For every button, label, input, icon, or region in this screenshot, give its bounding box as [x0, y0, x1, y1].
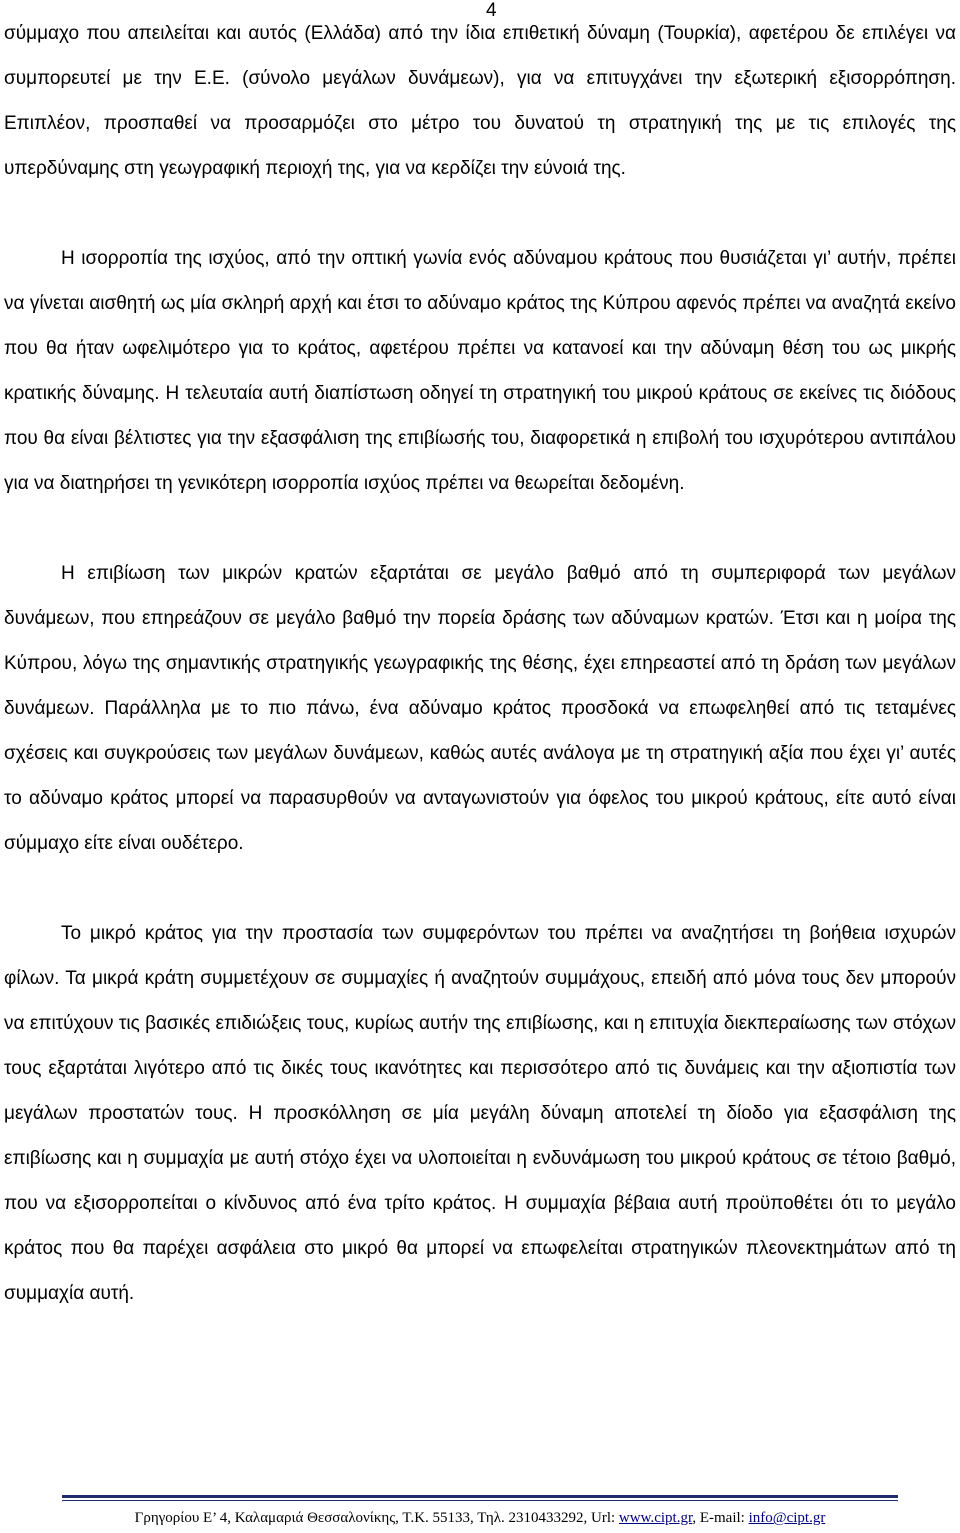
paragraph-small-states-survival: Η επιβίωση των μικρών κρατών εξαρτάται σε μεγάλο βαθμό από τη συμπεριφορά των μεγάλων δυνάμεων, που επηρεάζουν σε μεγάλο βαθμό την πορεία δράσης των αδύναμων κρατών. Έτσι και η μοίρα της Κύπρου, λόγω της σημαντικής στρατηγικής γεωγραφικής της θέσης, έχει επηρεαστεί από τη δράση των μεγάλων δυνάμεων. Παράλληλα με το πιο πάνω, ένα αδύναμο κράτος προσδοκά να επωφεληθεί από τις τεταμένες σχέσεις και συγκρούσεις των μεγάλων δυνάμεων, καθώς αυτές ανάλογα με τη στρατηγική αξία που έχει γι’ αυτές το αδύναμο κράτος μπορεί να παρασυρθούν να ανταγωνιστούν για όφελος του μικρού κράτους, είτε αυτό είναι σύμμαχο είτε είναι ουδέτερο.: [4, 563, 956, 854]
footer-address: Γρηγορίου Ε’ 4, Καλαμαριά Θεσσαλονίκης, Τ.Κ. 55133, Τηλ. 2310433292, Url:: [134, 1510, 619, 1526]
footer: [0, 1508, 960, 1528]
footer-rule: [62, 1495, 898, 1498]
paragraph-balance-of-power: Η ισορροπία της ισχύος, από την οπτική γωνία ενός αδύναμου κράτους που θυσιάζεται γι’ αυτήν, πρέπει να γίνεται αισθητή ως μία σκληρή αρχή και έτσι το αδύναμο κράτος της Κύπρου αφενός πρέπει να αναζητά εκείνο που θα ήταν ωφελιμότερο για το κράτος, αφετέρου πρέπει να κατανοεί και την αδύναμη θέση του ως μικρής κρατικής δύναμης. Η τελευταία αυτή διαπίστωση οδηγεί τη στρατηγική του μικρού κράτους σε εκείνες τις διόδους που θα είναι βέλτιστες για την εξασφάλιση της επιβίωσής του, διαφορετικά η επιβολή του ισχυρότερου αντιπάλου για να διατηρήσει τη γενικότερη ισορροπία ισχύος πρέπει να θεωρείται δεδομένη.: [4, 248, 956, 494]
footer-rule-thin: [62, 1500, 898, 1501]
document-body: [4, 11, 956, 1316]
paragraph-alliances: Το μικρό κράτος για την προστασία των συμφερόντων του πρέπει να αναζητήσει τη βοήθεια ισχυρών φίλων. Τα μικρά κράτη συμμετέχουν σε συμμαχίες ή αναζητούν συμμάχους, επειδή από μόνα τους δεν μπορούν να επιτύχουν τις βασικές επιδιώξεις τους, κυρίως αυτήν της επιβίωσης, και η επιτυχία διεκπεραίωσης των στόχων τους εξαρτάται λιγότερο από τις δικές τους ικανότητες και περισσότερο από τις δυνάμεις και την αξιοπιστία των μεγάλων προστατών τους. Η προσκόλληση σε μία μεγάλη δύναμη αποτελεί τη δίοδο για εξασφάλιση της επιβίωσης και η συμμαχία με αυτή στόχο έχει να υλοποιείται η ενδυνάμωση του μικρού κράτους σε τέτοιο βαθμό, που να εξισορροπείται ο κίνδυνος από ένα τρίτο κράτος. Η συμμαχία βέβαια αυτή προϋποθέτει ότι το μεγάλο κράτος που θα παρέχει ασφάλεια στο μικρό θα μπορεί να επωφελείται στρατηγικών πλεονεκτημάτων από τη συμμαχία αυτή.: [4, 923, 956, 1304]
page-number: 4: [486, 0, 497, 21]
footer-url-link[interactable]: www.cipt.gr: [618, 1510, 693, 1526]
paragraph-continuation: σύμμαχο που απειλείται και αυτός (Ελλάδα) από την ίδια επιθετική δύναμη (Τουρκία), αφετέρου δε επιλέγει να συμπορευτεί με την Ε.Ε. (σύνολο μεγάλων δυνάμεων), για να επιτυγχάνει την εξωτερική εξισορρόπηση. Επιπλέον, προσπαθεί να προσαρμόζει στο μέτρο του δυνατού τη στρατηγική της με τις επιλογές της υπερδύναμης στη γεωγραφική περιοχή της, για να κερδίζει την εύνοιά της.: [4, 23, 956, 179]
footer-email-label: , E-mail:: [692, 1510, 749, 1526]
footer-email-link[interactable]: info@cipt.gr: [748, 1510, 826, 1526]
